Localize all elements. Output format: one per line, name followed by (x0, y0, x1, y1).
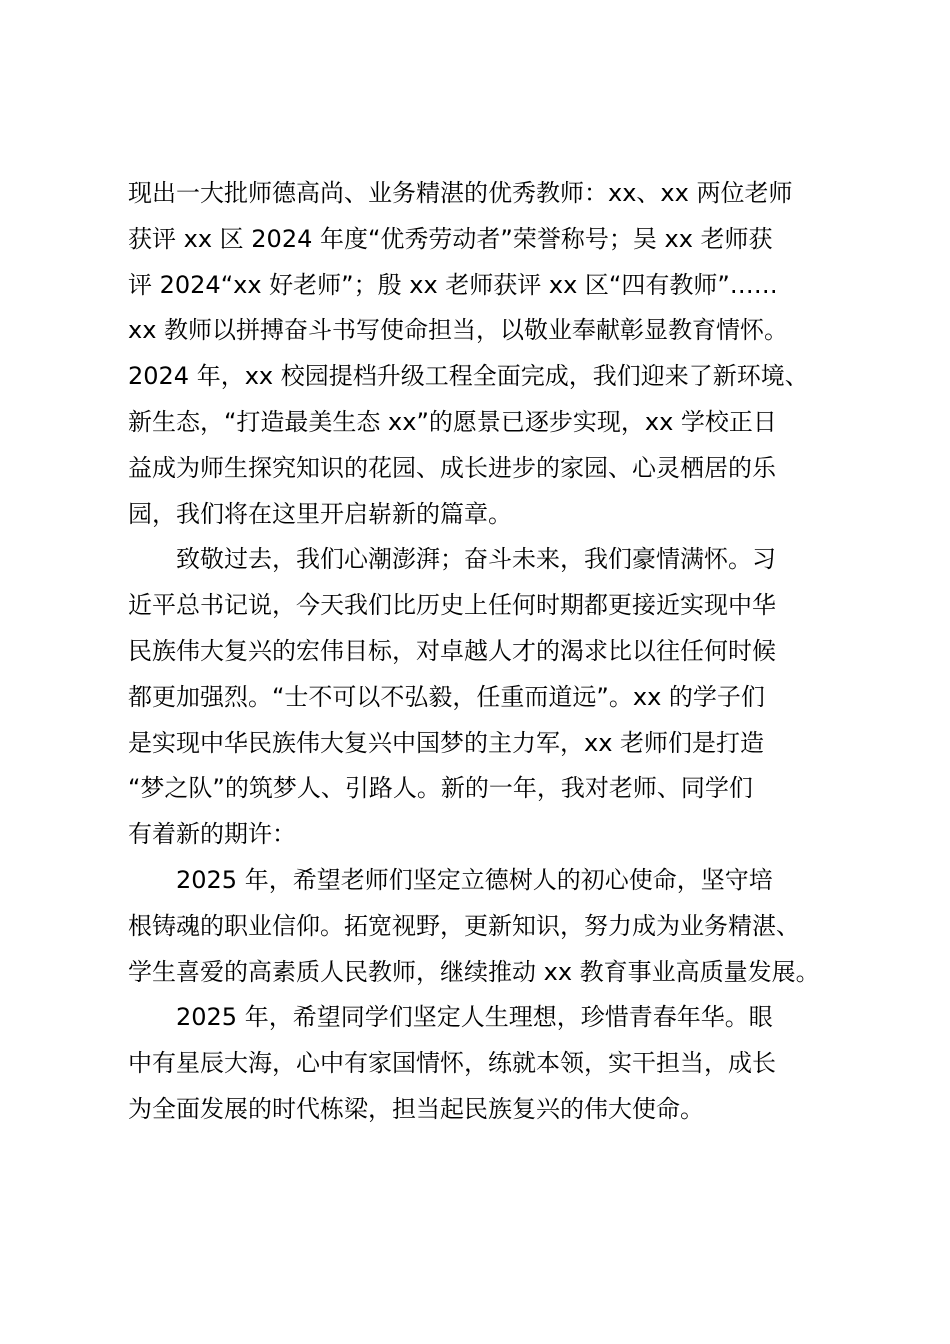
text-line: 园，我们将在这里开启崭新的篇章。 (128, 499, 512, 528)
text-line: 有着新的期许： (128, 820, 296, 849)
text-line: 为全面发展的时代栋梁，担当起民族复兴的伟大使命。 (128, 1094, 704, 1123)
text-line: 近平总书记说，今天我们比历史上任何时期都更接近实现中华 (128, 591, 776, 620)
text-line: 中有星辰大海，心中有家国情怀，练就本领，实干担当，成长 (128, 1049, 776, 1078)
text-line: “梦之队”的筑梦人、引路人。新的一年，我对老师、同学们 (128, 774, 753, 803)
text-line: 现出一大批师德高尚、业务精湛的优秀教师：xx、xx 两位老师 (128, 179, 793, 207)
text-line: 益成为师生探究知识的花园、成长进步的家园、心灵栖居的乐 (128, 453, 776, 482)
body-text (128, 171, 838, 1133)
paragraph-first-line: 致敬过去，我们心潮澎湃；奋斗未来，我们豪情满怀。习 (176, 545, 776, 574)
paragraph-first-line: 2025 年，希望老师们坚定立德树人的初心使命，坚守培 (176, 865, 773, 894)
text-line: 根铸魂的职业信仰。拓宽视野，更新知识，努力成为业务精湛、 (128, 911, 800, 940)
text-line: 都更加强烈。“士不可以不弘毅，任重而道远”。xx 的学子们 (128, 682, 765, 711)
text-line: xx 教师以拼搏奋斗书写使命担当，以敬业奉献彰显教育情怀。 (128, 316, 789, 345)
text-line: 新生态，“打造最美生态 xx”的愿景已逐步实现，xx 学校正日 (128, 407, 777, 436)
text-line: 获评 xx 区 2024 年度“优秀劳动者”荣誉称号；吴 xx 老师获 (128, 224, 773, 253)
text-line: 民族伟大复兴的宏伟目标，对卓越人才的渴求比以往任何时候 (128, 636, 776, 665)
text-line: 2024 年，xx 校园提档升级工程全面完成，我们迎来了新环境、 (128, 362, 809, 391)
text-line: 评 2024“xx 好老师”；殷 xx 老师获评 xx 区“四有教师”…… (128, 270, 778, 299)
paragraph-first-line: 2025 年，希望同学们坚定人生理想，珍惜青春年华。眼 (176, 1003, 773, 1032)
text-line: 是实现中华民族伟大复兴中国梦的主力军，xx 老师们是打造 (128, 728, 765, 757)
text-line: 学生喜爱的高素质人民教师，继续推动 xx 教育事业高质量发展。 (128, 957, 820, 986)
